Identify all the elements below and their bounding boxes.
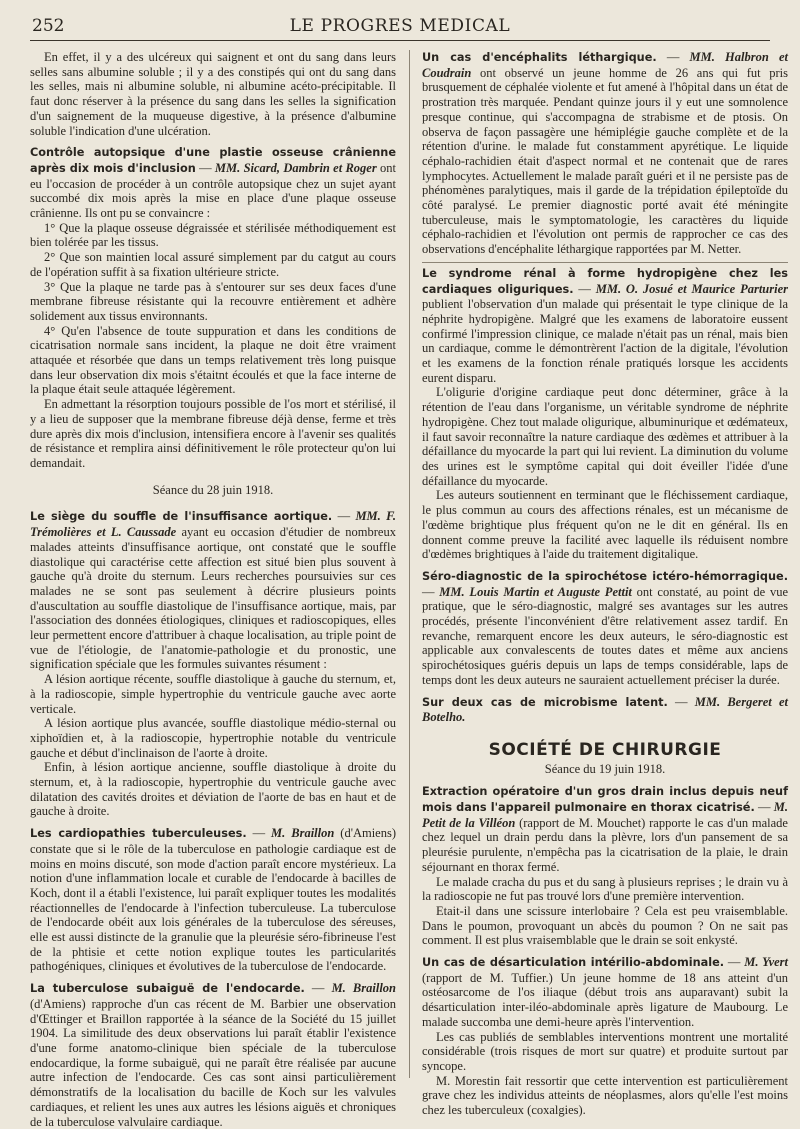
- article-lead: Un cas d'encéphalits léthargique. — MM. Halbron et Coudrain ont observé un jeune homme de 26 ans qui fut pris brusquement de céphalée violente et fut amené à l'hôpital dans un état de prostration très marquée. Pendant quinze jours il y eut une somnolence presque continue, qui s'accompagna de strabisme et de ptosis. On observa de façon passagère une hémiplégie gauche complète et de la rétention d'urine. le malade fut constamment apyrétique. Le liquide céphalo-rachidien était d'aspect normal et ne contenait que de rares lymphocytes. Actuellement le malade paraît guéri et il ne persiste pas de phénomènes paralytiques, mais il garde de la trépidation épileptoïde du côté paralysé. Le premier diagnostic porté avait été méningite tuberculeuse, mais le symptomatologie, les caractères du liquide céphalo-rachidien et l'évolution ont permis de rapprocher ce cas des observations d'encéphalite léthargique rapportées par M. Netter.: [422, 50, 789, 257]
- paragraph: L'oligurie d'origine cardiaque peut donc déterminer, grâce à la rétention de l'eau dans l'organisme, un véritable syndrome de néphrite hydropigène. Chez tout malade oligurique, albuminurique et œdémateux, il faut savoir reconnaître la nature cardiaque des œdèmes et attribuer à la défaillance du myocarde la part qui lui revient. La diminution du volume des urines est le symptôme capital qui doit éveiller l'idée d'une défaillance du myocarde.: [422, 385, 788, 488]
- article-authors: MM. Halbron et Coudrain: [422, 50, 789, 80]
- article-lead: Séro-diagnostic de la spirochétose ictéro-hémorragique. — MM. Louis Martin et Auguste Pettit ont constaté, au point de vue pratique, que le séro-diagnostic, malgré ses avantages sur les autres procédés, présente l'inconvénient d'être relativement assez tardif. En revanche, remarquent encore les deux auteurs, le séro-diagnostic est applicable aux convalescents de toutes dates et même aux anciens spirochétosiques guéris depuis un laps de temps considérable, laps de temps dont les deux auteurs ne sauraient actuellement préciser la durée.: [422, 569, 788, 687]
- paragraph: 1° Que la plaque osseuse dégraissée et stérilisée méthodiquement est bien tolérée par les tissus.: [30, 220, 396, 250]
- paragraph: 4° Qu'en l'absence de toute suppuration et dans les conditions de cicatrisation normale sans incident, la plaque ne doit être vraiment attaquée et résorbée que dans un temps relativement très long puisque dans leur observation dix mois s'étaitnt écoulés et que la face interne de la plaque était seule attaquée légèrement.: [30, 323, 396, 397]
- paragraph: En effet, il y a des ulcéreux qui saignent et ont du sang dans leurs selles sans albumine soluble ; il y a des constipés qui ont du sang dans les selles, mais ni albumine soluble, ni albumine acéto-précipitable. Il faut donc réserver à la présence du sang dans les selles la signification d'un saignement de la muqueuse digestive, à la présence d'albumine soluble l'indication d'une ulcération.: [30, 50, 396, 138]
- article-title: Les cardiopathies tuberculeuses.: [30, 827, 247, 841]
- article-authors: MM. Sicard, Dambrin et Roger: [214, 160, 377, 175]
- section-rule: [422, 262, 788, 263]
- article-title: Extraction opératoire d'un gros drain inclus depuis neuf mois dans l'appareil pulmonaire en thorax cicatrisé.: [422, 785, 788, 815]
- article-desarticulation: [422, 955, 788, 1118]
- article-authors: M. Braillon: [271, 826, 335, 841]
- article-lead: Un cas de désarticulation intérilio-abdominale. — M. Yvert (rapport de M. Tuffier.) Un jeune homme de 18 ans atteint d'un ostéosarcome de l'os iliaque (début trois ans auparavant) subit la désarticulation inter-iléo-abdominale après ligature de Maubourg. Le malade succomba une demi-heure après l'intervention.: [422, 955, 789, 1029]
- right-column: [422, 50, 788, 1118]
- article-title: Le syndrome rénal à forme hydropigène chez les cardiaques oliguriques.: [422, 266, 788, 296]
- article-microbisme: [422, 695, 788, 725]
- article-title: Un cas de désarticulation intérilio-abdominale.: [422, 956, 725, 970]
- article-authors: MM. Bergeret et Botelho.: [422, 694, 789, 725]
- article-autopsique: [30, 145, 396, 470]
- article-title: La tuberculose subaiguë de l'endocarde.: [30, 982, 305, 996]
- article-authors: MM. O. Josué et Maurice Parturier: [595, 281, 788, 296]
- article-lead: Le syndrome rénal à forme hydropigène chez les cardiaques oliguriques. — MM. O. Josué et Maurice Parturier publient l'observation d'un malade qui présentait le type clinique de la néphrite hydropigène. Malgré que les examens de laboratoire eussent confirmé l'impression clinique, ce malade n'était pas un rénal, mais bien un cardiaque, comme le démontrèrent l'action de la digitale, l'évolution et les examens de la fonction rénale pratiqués lorsque les accidents eurent disparu.: [422, 266, 788, 385]
- article-encephalite: [422, 50, 788, 257]
- article-title: Sur deux cas de microbisme latent.: [422, 695, 668, 709]
- article-title: Un cas d'encéphalits léthargique.: [422, 51, 657, 64]
- article-sero-diagnostic: [422, 569, 788, 688]
- paragraph: A lésion aortique récente, souffle diastolique à gauche du sternum, et, à la radioscopie, simple hypertrophie du ventricule gauche avec aorte verticale.: [30, 672, 396, 716]
- article-title: Séro-diagnostic de la spirochétose ictéro-hémorragique.: [422, 569, 788, 583]
- seance-date: Séance du 19 juin 1918.: [544, 761, 666, 776]
- article-endocarde: [30, 981, 396, 1129]
- article-drain: [422, 784, 788, 948]
- article-authors: M. Petit de la Villéon: [422, 800, 788, 830]
- paragraph: A lésion aortique plus avancée, souffle diastolique médio-sternal ou xiphoïdien et, à la radioscopie, hypertrophie notable du ventricule gauche et début d'inclinaison de l'aorte à droite.: [30, 716, 396, 760]
- paragraph: Les cas publiés de semblables interventions montrent une mortalité considérable (trois risques de mort sur quatre) et produite surtout par syncope.: [422, 1029, 788, 1073]
- article-authors: MM. Louis Martin et Auguste Pettit: [439, 584, 632, 599]
- paragraph: Les auteurs soutiennent en terminant que le fléchissement cardiaque, le plus commun au cours des affections rénales, est un mécanisme de l'œdème brightique plus fréquent qu'on ne le dit en général. Ils en donnent comme preuve la facilité avec laquelle ils réduisent nombre d'œdèmes brightiques à l'aide du traitement digitalique.: [422, 488, 788, 562]
- seance-date: Séance du 28 juin 1918.: [152, 482, 274, 497]
- page-number: 252: [32, 16, 65, 36]
- article-lead: Extraction opératoire d'un gros drain inclus depuis neuf mois dans l'appareil pulmonaire en thorax cicatrisé. — M. Petit de la Villéon (rapport de M. Mouchet) rapporte le cas d'un malade chez lequel un drain perdu dans la plèvre, lors d'un pansement de sa pleurésie purulente, n'empêcha pas la cicatrisation de la plaie, le drain séjournant en thorax fermé.: [422, 785, 788, 874]
- article-cardiopathies: [30, 826, 396, 974]
- paragraph: Etait-il dans une scissure interlobaire ? Cela est peu vraisemblable. Dans le poumon, provoquant un abcès du poumon ? On ne sait pas comment. Il est plus vraisemblable que le drain se soit enkysté.: [422, 903, 788, 948]
- page-header: [30, 14, 770, 41]
- article-authors: M. Braillon: [331, 981, 397, 996]
- article-title: Contrôle autopsique d'une plastie osseuse crânienne après dix mois d'inclusion: [30, 146, 396, 175]
- paragraph: M. Morestin fait ressortir que cette intervention est particulièrement grave chez les individus atteints de néoplasmes, alors qu'elle l'est moins chez les tuberculeux (coxalgies).: [422, 1073, 788, 1118]
- article-lead: La tuberculose subaiguë de l'endocarde. — M. Braillon (d'Amiens) rapproche d'un cas récent de M. Barbier une observation d'Œttinger et Braillon rapportée à la séance de la Société du 15 juillet 1904. La similitude des deux observations lui paraît établir l'existence d'une forme anatomo-clinique bien spéciale de la tuberculose endocardique, la forme subaiguë, qui ne paraît être réalisée par aucune autre infection de l'endocarde. Ces cas sont ainsi particulièrement démonstratifs de la localisation du bacille de Koch sur les valvules cardiaques, et relient les unes aux autres les lésions aiguës et chroniques de la tuberculose valvulaire cardiaque.: [30, 981, 397, 1129]
- article-lead: Contrôle autopsique d'une plastie osseuse crânienne après dix mois d'inclusion — MM. Sicard, Dambrin et Roger ont eu l'occasion de procéder à un contrôle autopsique chez un sujet ayant succombé dix mois après la mise en place d'une plaque osseuse crânienne. Ils ont pu se convaincre :: [30, 146, 397, 221]
- society-heading: SOCIÉTÉ DE CHIRURGIE: [488, 739, 722, 760]
- paragraph: Le malade cracha du pus et du sang à plusieurs reprises ; le drain vu à la radioscopie ne fut pas trouvé lors d'une première intervention.: [422, 874, 788, 904]
- article-syndrome-renal: [422, 266, 788, 562]
- article-lead: Le siège du souffle de l'insuffisance aortique. — MM. F. Trémolières et L. Caussade ayant eu occasion d'étudier de nombreux malades atteints d'insuffisance aortique, ont constaté que le souffle diastolique qui caractérise cette affection est situé bien plus souvent à gauche qu'à droite du sternum. Leurs recherches poursuivies sur ces malades ne se sont pas seulement à décrire plusieurs points d'auscultation au souffle diastolique de l'insuffisance aortique, mais, par l'association des données étiologiques, cliniques et radioscopiques, elles leur permettent encore d'attribuer à chaque localisation, au triple point de vue de l'étiologie, de l'anatomie-pathologie et du pronostic, une signification spéciale que les formules suivantes résument :: [30, 509, 397, 672]
- running-title: LE PROGRES MEDICAL: [289, 16, 511, 36]
- column-divider: [409, 50, 410, 1078]
- article-souffle: [30, 509, 396, 819]
- article-authors: MM. F. Trémolières et L. Caussade: [30, 509, 397, 540]
- paragraph: 3° Que la plaque ne tarde pas à s'entourer sur ses deux faces d'une membrane fibreuse résistante qui la recouvre entièrement et adhère solidement aux tissus environnants.: [30, 279, 396, 323]
- paragraph: 2° Que son maintien local assuré simplement par du catgut au cours de l'opération suffit à sa fixation ultérieure stricte.: [30, 250, 396, 279]
- paragraph: Enfin, à lésion aortique ancienne, souffle diastolique à droite du sternum, et, à la radioscopie, hypertrophie du ventricule gauche avec dilatation des cavités droites et déviation de l'aorte de bas en haut et de gauche à droite.: [30, 760, 396, 819]
- article-lead: Sur deux cas de microbisme latent. — MM. Bergeret et Botelho.: [422, 694, 789, 725]
- article-authors: M. Yvert: [744, 955, 789, 970]
- paragraph: En admettant la résorption toujours possible de l'os mort et stérilisé, il y a lieu de supposer que la membrane fibreuse déjà dense, ferme et très dure après dix mois d'inclusion, intensifiera encore à l'avenir ses qualités de résistance et remplira ainsi définitivement le rôle protecteur qu'on lui demandait.: [30, 397, 396, 470]
- article-title: Le siège du souffle de l'insuffisance aortique.: [30, 510, 333, 524]
- article-lead: Les cardiopathies tuberculeuses. — M. Braillon (d'Amiens) constate que si le rôle de la tuberculose en pathologie cardiaque est de moins en moins discuté, son mode d'action paraît encore mystérieux. La notion d'une inflammation locale et curable de l'endocarde à bacilles de Koch, dont il a établi l'existence, lui paraît expliquer toutes les modalités réactionnelles de l'endocarde à l'infection tuberculeuse. La tuberculose de l'endocarde obéit aux lois générales de la tuberculose des séreuses, elle est aussi distincte de la granulie que la pleurésie séro-fibrineuse l'est de la phtisie et cette notion explique toutes les particularités pathogéniques, cliniques et évolutives de la tuberculose de l'endocarde.: [30, 826, 397, 974]
- left-column: [30, 50, 396, 1129]
